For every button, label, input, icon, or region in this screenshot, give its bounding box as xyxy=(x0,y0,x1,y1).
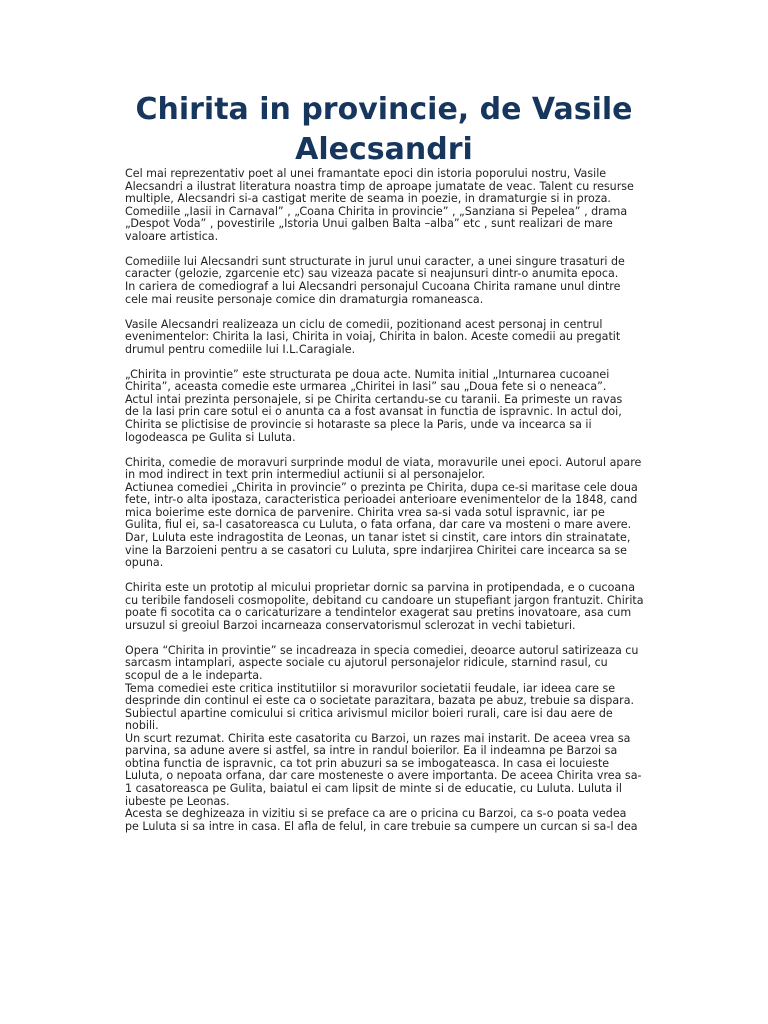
body-line: Chirita este un prototip al micului proprietar dornic sa parvina in protipendada, e o cucoana xyxy=(125,581,635,595)
body-line: pe Luluta si sa intre in casa. El afla de felul, in care trebuie sa cumpere un curcan si sa-l dea xyxy=(125,819,638,833)
body-line: valoare artistica. xyxy=(125,229,219,243)
body-line: Dar, Luluta este indragostita de Leonas, un tanar istet si cinstit, care intors din strainatate, xyxy=(125,530,631,544)
body-line: in mod indirect in text prin intermediul actiunii si al personajelor. xyxy=(125,468,486,482)
body-line: scopul de a le indeparta. xyxy=(125,669,263,682)
body-line: parvina, sa adune avere si astfel, sa intre in randul boierilor. Ea il indeamna pe Barzoi sa xyxy=(125,744,618,758)
body-line: Alecsandri a ilustrat literatura noastra timp de aproape jumatate de veac. Talent cu resurse xyxy=(125,179,634,193)
body-line: 1 casatoreasca pe Gulita, baiatul ei cam lipsit de minte si de educatie, cu Luluta. Luluta il xyxy=(125,781,622,795)
body-line: „Despot Voda” , povestirile „Istoria Unui galben Balta –alba” etc , sunt realizari de mare xyxy=(125,217,613,231)
body-line: „Chirita in provintie” este structurata pe doua acte. Numita initial „Inturnarea cucoanei xyxy=(125,367,610,381)
body-line: Acesta se deghizeaza in vizitiu si se preface ca are o pricina cu Barzoi, ca s-o poata vedea xyxy=(125,807,627,821)
body-line: Opera “Chirita in provintie” se incadreaza in specia comediei, deoarce autorul satirizeaza cu xyxy=(125,643,639,657)
body-line: Comediile lui Alecsandri sunt structurate in jurul unui caracter, a unei singure trasaturi de xyxy=(125,254,625,268)
body-line: poate fi socotita ca o caricaturizare a tendintelor exagerat sau pretins inovatoare, asa cum xyxy=(125,606,632,620)
body-line: Actul intai prezinta personajele, si pe Chirita certandu-se cu taranii. Ea primeste un ravas xyxy=(125,392,623,406)
body-line: cele mai reusite personaje comice din dramaturgia romaneasca. xyxy=(125,292,484,306)
body-line: Subiectul apartine comicului si critica arivismul micilor boieri rurali, care isi dau aere de xyxy=(125,706,613,720)
body-line: sarcasm intamplari, aspecte sociale cu ajutorul personajelor ridicule, starnind rasul, cu xyxy=(125,656,608,670)
body-line: Comediile „Iasii in Carnaval” , „Coana Chirita in provincie” , „Sanziana si Pepelea” , drama xyxy=(125,204,628,218)
body-line: obtina functia de ispravnic, ca tot prin abuzuri sa se imbogateasca. In casa ei locuieste xyxy=(125,756,610,770)
body-line: drumul pentru comediile lui I.L.Caragiale. xyxy=(125,342,356,356)
body-line: Actiunea comediei „Chirita in provincie” o prezinta pe Chirita, dupa ce-si maritase cele doua xyxy=(125,480,638,494)
body-line: Cel mai reprezentativ poet al unei framantate epoci din istoria poporului nostru, Vasile xyxy=(125,167,607,180)
body-line: fete, intr-o alta ipostaza, caracteristica perioadei anterioare evenimentelor de la 1848, cand xyxy=(125,493,638,507)
body-line: desprinde din continul ei este ca o societate parazitara, bazata pe abuz, trebuie sa dispara. xyxy=(125,694,635,708)
body-line: opuna. xyxy=(125,556,164,570)
body-line: Tema comediei este critica institutiilor si moravurilor societatii feudale, iar ideea care se xyxy=(125,681,616,695)
body-line: cu teribile fandoseli cosmopolite, debitand cu candoare un stupefiant jargon frantuzit. Chirita xyxy=(125,593,644,607)
body-line: Vasile Alecsandri realizeaza un ciclu de comedii, pozitionand acest personaj in centrul xyxy=(125,317,603,331)
body-line: In cariera de comediograf a lui Alecsandri personajul Cucoana Chirita ramane unul dintre xyxy=(125,279,621,293)
body-line: iubeste pe Leonas. xyxy=(125,794,230,808)
body-line: nobili. xyxy=(125,719,159,733)
body-line: logodeasca pe Gulita si Luluta. xyxy=(125,430,296,444)
body-line: evenimentelor: Chirita la Iasi, Chirita in voiaj, Chirita in balon. Aceste comedii au pregatit xyxy=(125,330,621,344)
body-line: ursuzul si greoiul Barzoi incarneaza conservatorismul sclerozat in vechi tabieturi. xyxy=(125,618,576,632)
body-line: de la Iasi prin care sotul ei o anunta ca a fost avansat in functia de ispravnic. In actul doi, xyxy=(125,405,622,419)
body-line: Chirita se plictisise de provincie si hotaraste sa plece la Paris, unde va incearca sa ii xyxy=(125,418,592,431)
body-line: Chirita”, aceasta comedie este urmarea „Chiritei in Iasi” sau „Doua fete si o neneaca”. xyxy=(125,380,607,394)
body-line: vine la Barzoieni pentru a se casatori cu Luluta, spre indarjirea Chiritei care incearca sa se xyxy=(125,543,627,557)
body-line: Luluta, o nepoata orfana, dar care mosteneste o avere importanta. De aceea Chirita vrea sa- xyxy=(125,769,642,783)
body-line: mica boierime este dornica de parvenire. Chirita vrea sa-si vada sotul ispravnic, iar pe xyxy=(125,505,605,519)
body-line: caracter (gelozie, zgarcenie etc) sau vizeaza pacate si neajunsuri dintr-o anumita epoca. xyxy=(125,267,619,281)
body-line: Chirita, comedie de moravuri surprinde modul de viata, moravurile unei epoci. Autorul apare xyxy=(125,455,642,469)
body-line: Gulita, fiul ei, sa-l casatoreasca cu Luluta, o fata orfana, dar care va mosteni o mare avere. xyxy=(125,518,632,532)
body-line: Un scurt rezumat. Chirita este casatorita cu Barzoi, un razes mai instarit. De aceea vrea sa xyxy=(125,731,631,745)
body-line: multiple, Alecsandri si-a castigat merite de seama in poezie, in dramaturgie si in proza. xyxy=(125,192,611,206)
document-title: Chirita in provincie, de Vasile Alecsandri xyxy=(135,92,633,167)
